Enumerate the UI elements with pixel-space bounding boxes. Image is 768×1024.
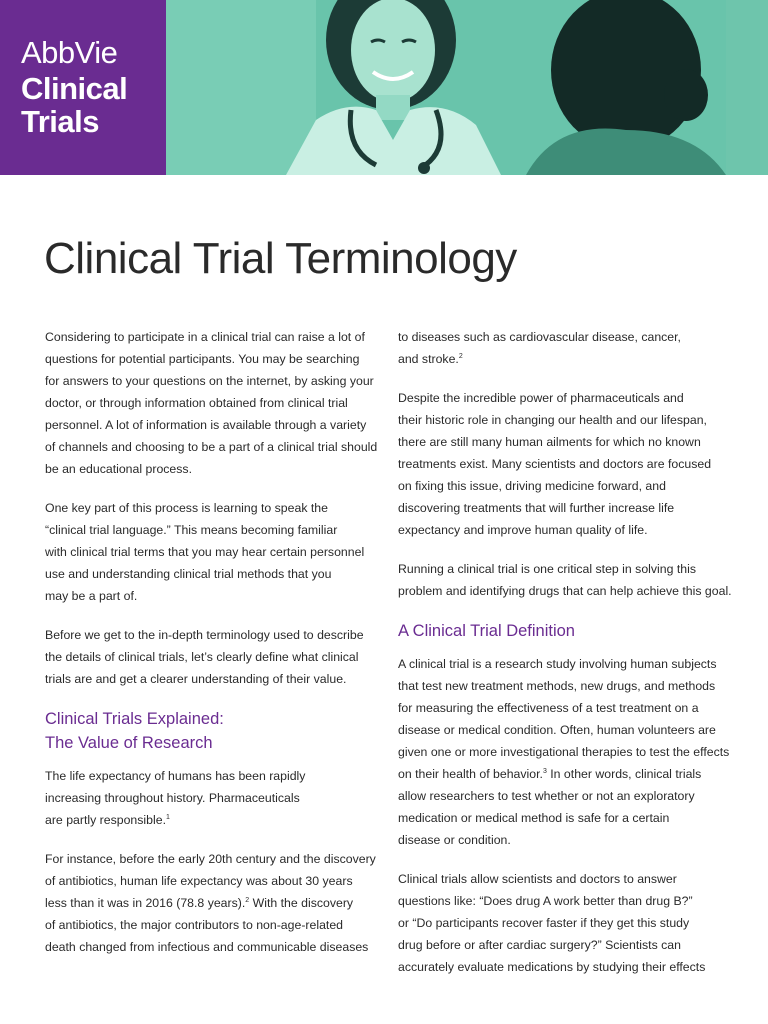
running-trial-paragraph bbox=[398, 558, 732, 602]
text-line: “clinical trial language.” This means becoming familiar bbox=[45, 523, 338, 537]
text-fragment: on their health of behavior. bbox=[398, 767, 543, 781]
text-line: doctor, or through information obtained from clinical trial bbox=[45, 396, 348, 410]
text-line: given one or more investigational therapies to test the effects bbox=[398, 745, 730, 759]
text-line: disease or medical condition. Often, human volunteers are bbox=[398, 723, 716, 737]
right-column bbox=[398, 326, 732, 995]
hero-photo-doctor-patient bbox=[166, 0, 768, 175]
text-line: disease or condition. bbox=[398, 833, 511, 847]
text-line: of channels and choosing to be a part of a clinical trial should bbox=[45, 440, 378, 454]
text-line: or “Do participants recover faster if they get this study bbox=[398, 916, 690, 930]
text-line: death changed from infectious and communicable diseases bbox=[45, 940, 369, 954]
page-title: Clinical Trial Terminology bbox=[44, 234, 517, 283]
text-line: Considering to participate in a clinical trial can raise a lot of bbox=[45, 330, 365, 344]
text-line: may be a part of. bbox=[45, 589, 138, 603]
text-line: Running a clinical trial is one critical step in solving this bbox=[398, 562, 696, 576]
language-paragraph bbox=[45, 497, 373, 607]
text-line: to diseases such as cardiovascular disease, cancer, bbox=[398, 330, 681, 344]
brand-subtitle-line1: Clinical bbox=[21, 71, 128, 106]
text-line bbox=[45, 892, 373, 914]
text-line bbox=[45, 809, 373, 831]
text-line: there are still many human ailments for which no known bbox=[398, 435, 701, 449]
pharmaceuticals-paragraph bbox=[398, 387, 726, 541]
brand-name: AbbVie bbox=[21, 35, 118, 70]
text-line: of antibiotics, the major contributors to non-age-related bbox=[45, 918, 344, 932]
text-line: A clinical trial is a research study involving human subjects bbox=[398, 657, 717, 671]
questions-paragraph bbox=[398, 868, 726, 978]
life-expectancy-paragraph bbox=[45, 765, 373, 831]
intro-paragraph bbox=[45, 326, 378, 480]
text-line: their historic role in changing our health and our lifespan, bbox=[398, 413, 707, 427]
text-line: problem and identifying drugs that can help achieve this goal. bbox=[398, 584, 732, 598]
text-line: questions for potential participants. You may be searching bbox=[45, 352, 360, 366]
text-line: personnel. A lot of information is available through a variety bbox=[45, 418, 367, 432]
text-line: treatments exist. Many scientists and doctors are focused bbox=[398, 457, 712, 471]
heading-line: Clinical Trials Explained: bbox=[45, 710, 224, 728]
definition-intro-paragraph bbox=[45, 624, 373, 690]
text-line: drug before or after cardiac surgery?” Scientists can bbox=[398, 938, 681, 952]
text-line: the details of clinical trials, let’s clearly define what clinical bbox=[45, 650, 359, 664]
antibiotics-paragraph bbox=[45, 848, 376, 958]
footnote-ref: 1 bbox=[165, 813, 170, 821]
text-line: with clinical trial terms that you may hear certain personnel bbox=[45, 545, 365, 559]
text-line: expectancy and improve human quality of life. bbox=[398, 523, 648, 537]
text-line: trials are and get a clearer understanding of their value. bbox=[45, 672, 347, 686]
text-line: increasing throughout history. Pharmaceuticals bbox=[45, 791, 300, 805]
diseases-paragraph bbox=[398, 326, 726, 370]
text-line: discovering treatments that will further increase life bbox=[398, 501, 675, 515]
section-heading-value-of-research bbox=[45, 707, 373, 755]
text-line: questions like: “Does drug A work better than drug B?” bbox=[398, 894, 693, 908]
text-line: for measuring the effectiveness of a test treatment on a bbox=[398, 701, 699, 715]
text-line: medication or medical method is safe for a certain bbox=[398, 811, 670, 825]
text-line: that test new treatment methods, new drugs, and methods bbox=[398, 679, 716, 693]
text-line: Despite the incredible power of pharmaceuticals and bbox=[398, 391, 684, 405]
text-line bbox=[398, 763, 726, 785]
footnote-ref: 3 bbox=[542, 767, 547, 775]
definition-paragraph bbox=[398, 653, 730, 851]
text-line: on fixing this issue, driving medicine forward, and bbox=[398, 479, 666, 493]
text-line: use and understanding clinical trial methods that you bbox=[45, 567, 332, 581]
section-heading-definition: A Clinical Trial Definition bbox=[398, 622, 575, 640]
footnote-ref: 2 bbox=[245, 896, 250, 904]
footnote-ref: 2 bbox=[458, 352, 463, 360]
text-fragment: are partly responsible. bbox=[45, 813, 166, 827]
text-line: Clinical trials allow scientists and doctors to answer bbox=[398, 872, 677, 886]
text-line: of antibiotics, human life expectancy was about 30 years bbox=[45, 874, 353, 888]
text-fragment: and stroke. bbox=[398, 352, 459, 366]
text-fragment: With the discovery bbox=[249, 896, 354, 910]
text-line: accurately evaluate medications by studying their effects bbox=[398, 960, 706, 974]
brand-subtitle-line2: Trials bbox=[21, 104, 99, 139]
text-line: for answers to your questions on the internet, by asking your bbox=[45, 374, 374, 388]
text-fragment: less than it was in 2016 (78.8 years). bbox=[45, 896, 246, 910]
text-line: Before we get to the in-depth terminology used to describe bbox=[45, 628, 364, 642]
left-column bbox=[45, 326, 378, 975]
text-line: allow researchers to test whether or not an exploratory bbox=[398, 789, 695, 803]
text-line: be an educational process. bbox=[45, 462, 192, 476]
heading-line: The Value of Research bbox=[45, 734, 213, 752]
text-line: One key part of this process is learning to speak the bbox=[45, 501, 328, 515]
brand-logo-block bbox=[0, 0, 166, 175]
text-line: The life expectancy of humans has been rapidly bbox=[45, 769, 306, 783]
hero-banner bbox=[0, 0, 768, 175]
text-line bbox=[398, 348, 726, 370]
text-fragment: In other words, clinical trials bbox=[546, 767, 702, 781]
text-line: For instance, before the early 20th century and the discovery bbox=[45, 852, 376, 866]
